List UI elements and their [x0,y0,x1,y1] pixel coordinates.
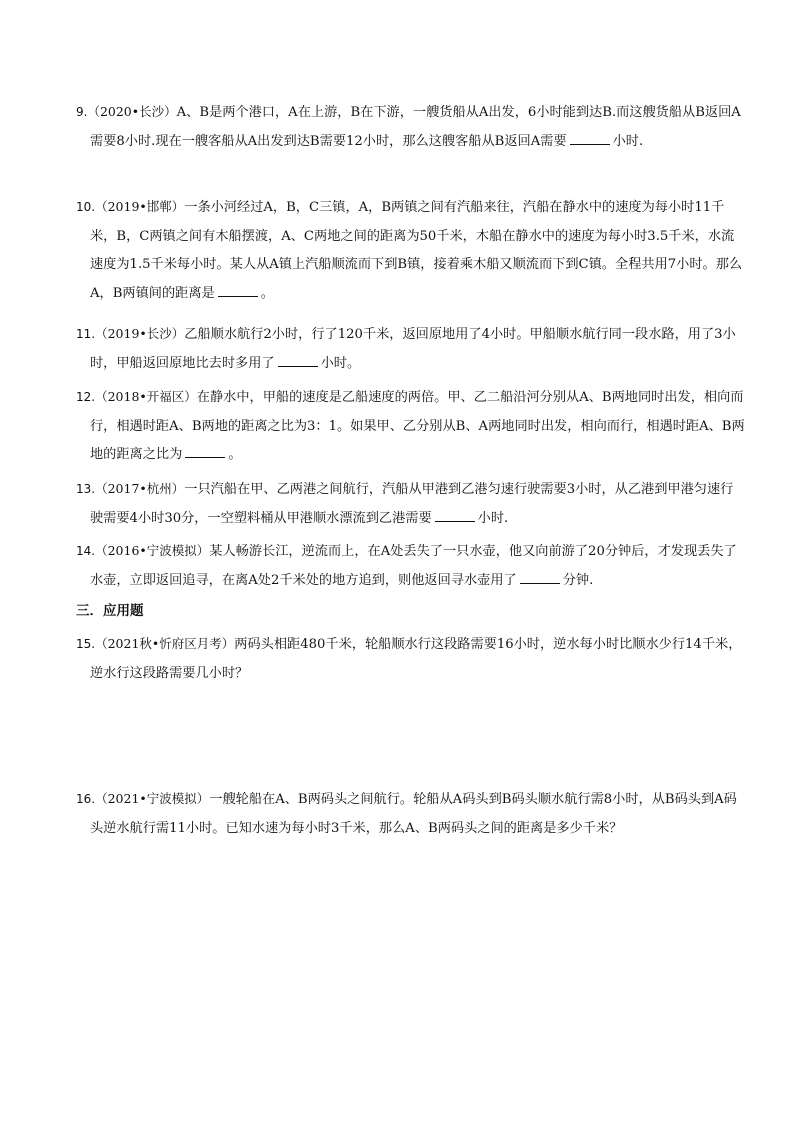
problem-source: （2021秋•忻府区月考） [95,636,235,651]
answer-blank [435,507,475,522]
problem-tail: 。 [228,447,242,462]
problem-text: 乙船顺水航行2小时，行了120千米，返回原地用了4小时。甲船顺水航行同一段水路，用了3小时，甲船返回原地比去时多用了 [90,327,736,371]
problem-tail: 小时. [477,510,509,526]
problem-source: （2019•长沙） [95,326,185,341]
problem-number: 16. [76,792,96,806]
problem-12 [76,383,745,470]
problem-9 [76,98,745,156]
problem-text: 两码头相距480千米，轮船顺水行这段路需要16小时，逆水每小时比顺水少行14千米，逆水行这段路需要几小时？ [90,637,742,681]
section-heading: 三．应用题 [76,603,144,619]
problem-10 [76,193,745,308]
problem-text: A、B是两个港口，A在上游，B在下游，一艘货船从A出发，6小时能到达B.而这艘货船从B返回A需要8小时.现在一艘客船从A出发到达B需要12小时，那么这艘客船从B返回A需要 [90,105,741,149]
problem-number: 14. [76,544,96,558]
answer-blank [520,569,560,584]
answer-blank [185,443,225,458]
problem-15 [76,630,745,688]
problem-11 [76,320,745,378]
problem-source: （2016•宁波模拟） [95,543,210,558]
problem-source: （2018•开福区） [95,389,197,404]
problem-text: 一条小河经过A，B，C三镇，A，B两镇之间有汽船来往，汽船在静水中的速度为每小时11千米，B，C两镇之间有木船摆渡，A、C两地之间的距离为50千米，木船在静水中的速度为每小时3.5千米，水流速度为1.5千米每小时。某人从A镇上汽船顺流而下到B镇，接着乘木船又顺流而下到C镇。全程共用7小时。那么A，B两镇间的距离是 [90,200,743,301]
problem-16 [76,785,745,843]
problem-text: 在静水中，甲船的速度是乙船速度的两倍。甲、乙二船沿河分别从A、B两地同时出发，相向而行，相遇时距A、B两地的距离之比为3：1。如果甲、乙分别从B、A两地同时出发，相向而行，相遇时距A、B两地的距离之比为 [90,390,745,462]
problem-14 [76,537,745,595]
problem-tail: 小时。 [320,355,361,371]
problem-text: 一艘轮船在A、B两码头之间航行。轮船从A码头到B码头顺水航行需8小时，从B码头到A码头逆水航行需11小时。已知水速为每小时3千米，那么A、B两码头之间的距离是多少千米？ [90,792,737,836]
answer-blank [278,352,318,367]
problem-number: 9. [76,105,88,119]
problem-tail: 分钟. [562,572,594,588]
problem-13 [76,475,745,533]
problem-text: 一只汽船在甲、乙两港之间航行，汽船从甲港到乙港匀速行驶需要3小时，从乙港到甲港匀速行驶需要4小时30分，一空塑料桶从甲港顺水漂流到乙港需要 [90,482,734,526]
problem-source: （2020•长沙） [87,104,177,119]
problem-text: 某人畅游长江，逆流而上，在A处丢失了一只水壶，他又向前游了20分钟后，才发现丢失了水壶，立即返回追寻，在离A处2千米处的地方追到，则他返回寻水壶用了 [90,544,737,588]
answer-blank [570,130,610,145]
problem-number: 12. [76,390,96,404]
problem-number: 10. [76,200,96,214]
problem-number: 13. [76,482,96,496]
problem-tail: 小时. [612,133,644,149]
problem-source: （2017•杭州） [95,481,185,496]
answer-blank [218,282,258,297]
problem-tail: 。 [260,285,274,301]
problem-source: （2021•宁波模拟） [95,791,210,806]
problem-number: 11. [76,327,96,341]
problem-source: （2019•邯郸） [95,199,185,214]
problem-number: 15. [76,637,96,651]
